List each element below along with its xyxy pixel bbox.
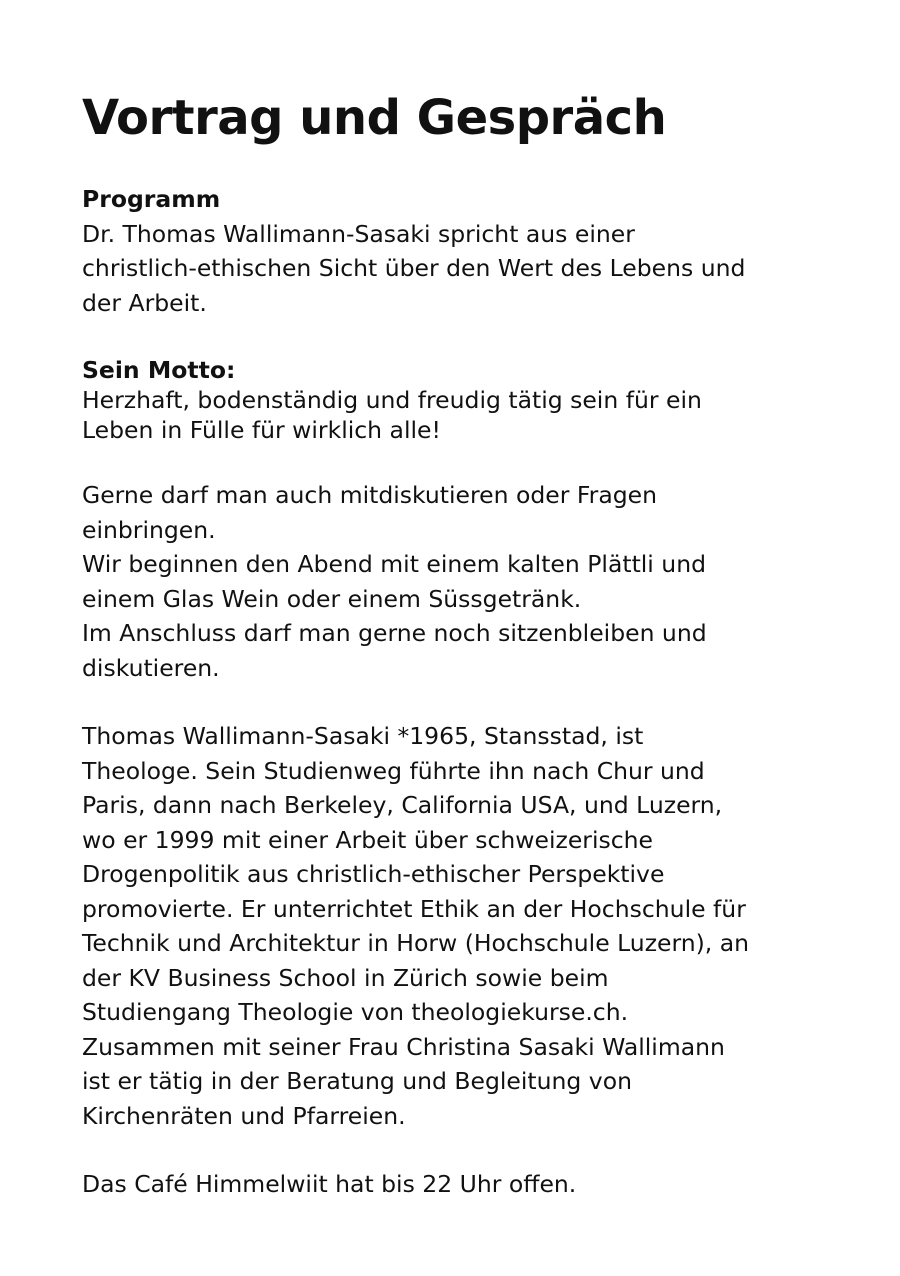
programm-heading: Programm	[82, 185, 221, 213]
motto-section	[82, 355, 872, 445]
info-line: einbringen.	[82, 515, 216, 544]
bio-line: wo er 1999 mit einer Arbeit über schweizerische	[82, 825, 653, 854]
bio-line: der KV Business School in Zürich sowie beim	[82, 963, 609, 992]
bio-line: Studiengang Theologie von theologiekurse.ch.	[82, 998, 629, 1026]
bio-line: ist er tätig in der Beratung und Begleitung von	[82, 1067, 632, 1095]
programm-line: der Arbeit.	[82, 288, 207, 317]
page-title: Vortrag und Gespräch	[82, 90, 667, 146]
motto-line: Leben in Fülle für wirklich alle!	[82, 416, 441, 444]
bio-section	[82, 719, 872, 1133]
info-line: Gerne darf man auch mitdiskutieren oder Fragen	[82, 481, 657, 509]
programm-line: Dr. Thomas Wallimann-Sasaki spricht aus einer	[82, 219, 635, 248]
bio-line: Zusammen mit seiner Frau Christina Sasaki Wallimann	[82, 1032, 725, 1061]
closing-line: Das Café Himmelwiit hat bis 22 Uhr offen.	[82, 1170, 577, 1198]
bio-line: Thomas Wallimann-Sasaki *1965, Stansstad, ist	[82, 722, 644, 750]
bio-line: Drogenpolitik aus christlich-ethischer Perspektive	[82, 860, 665, 888]
bio-line: Theologe. Sein Studienweg führte ihn nach Chur und	[82, 756, 705, 785]
programm-line: christlich-ethischen Sicht über den Wert des Lebens und	[82, 254, 746, 282]
info-line: Wir beginnen den Abend mit einem kalten Plättli und	[82, 550, 707, 578]
motto-line: Herzhaft, bodenständig und freudig tätig sein für ein	[82, 386, 702, 414]
closing-section	[82, 1167, 872, 1202]
info-line: einem Glas Wein oder einem Süssgetränk.	[82, 584, 582, 613]
bio-line: Paris, dann nach Berkeley, California USA, und Luzern,	[82, 791, 723, 819]
info-section	[82, 478, 872, 685]
bio-line: Kirchenräten und Pfarreien.	[82, 1101, 406, 1130]
programm-section	[82, 182, 872, 320]
bio-line: promovierte. Er unterrichtet Ethik an der Hochschule für	[82, 894, 746, 923]
info-line: Im Anschluss darf man gerne noch sitzenbleiben und	[82, 619, 707, 647]
bio-line: Technik und Architektur in Horw (Hochschule Luzern), an	[82, 929, 750, 957]
motto-heading: Sein Motto:	[82, 356, 236, 384]
info-line: diskutieren.	[82, 653, 220, 682]
